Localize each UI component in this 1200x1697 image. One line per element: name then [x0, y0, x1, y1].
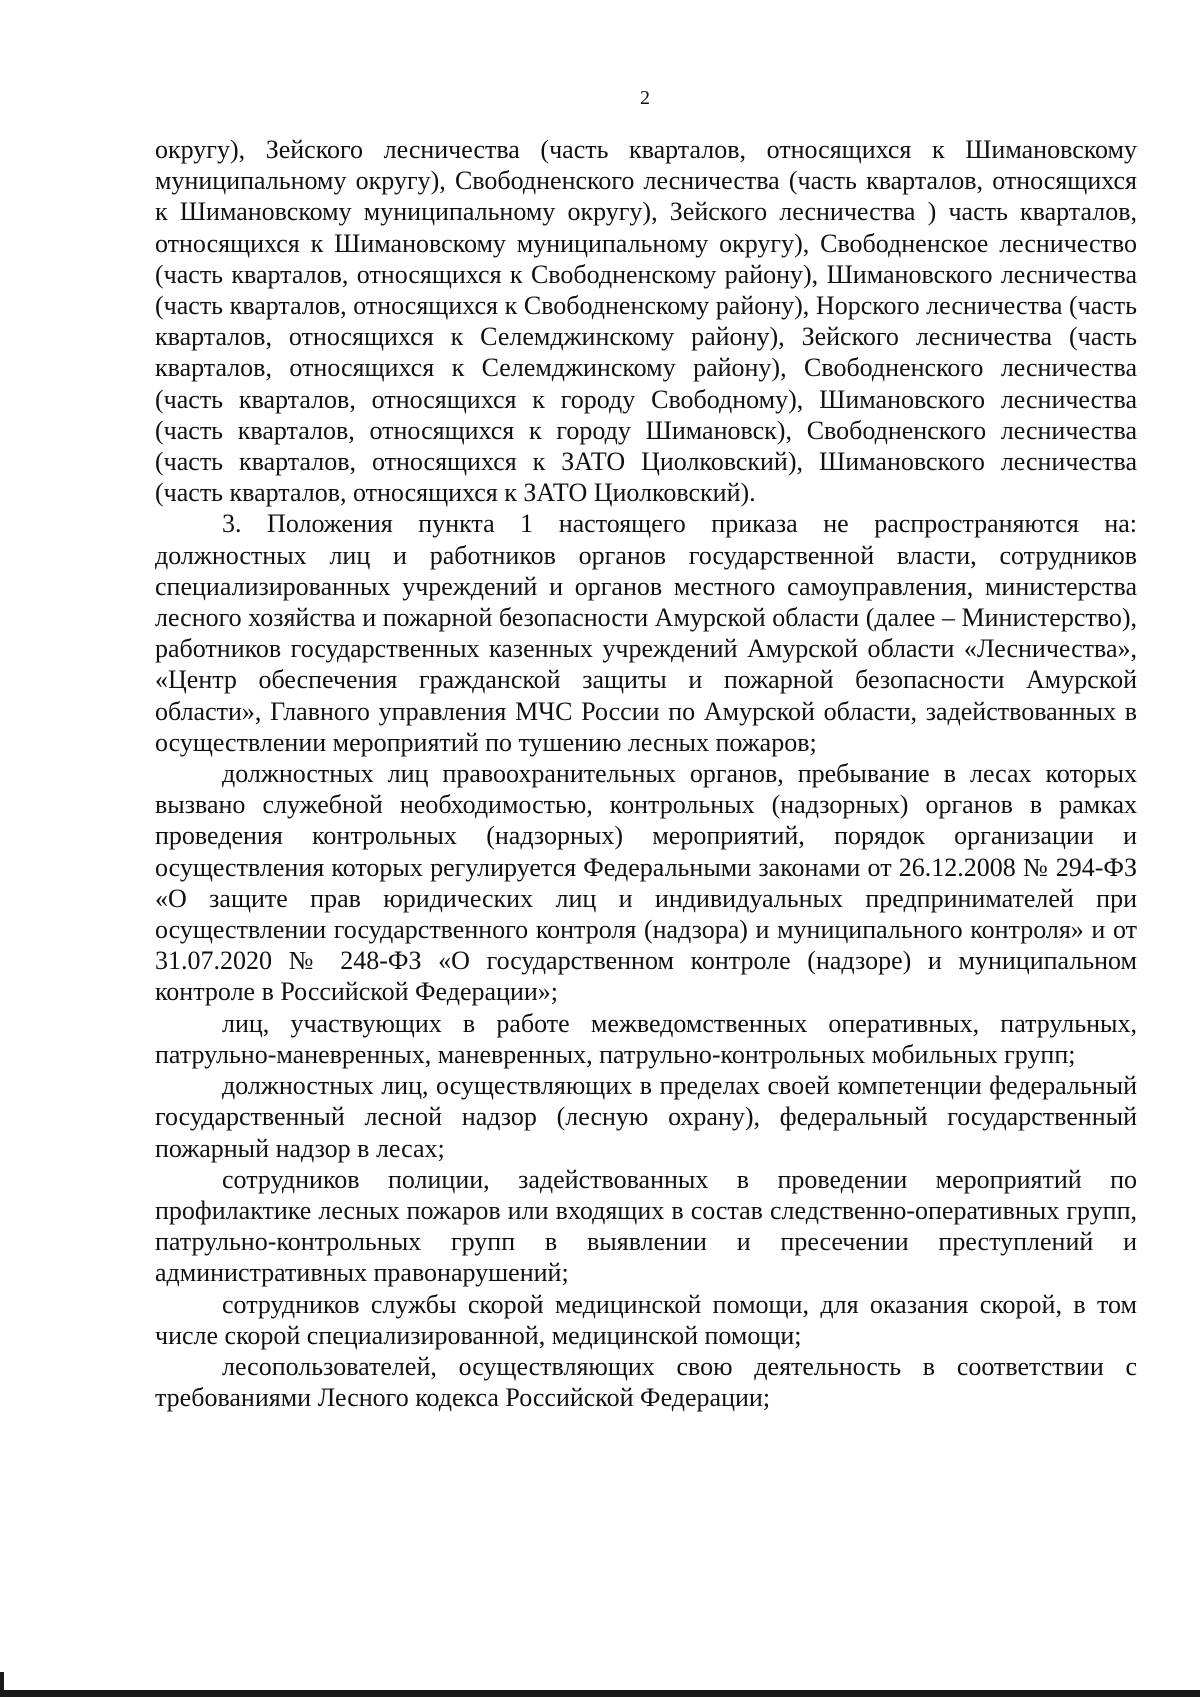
document-body: [155, 134, 1137, 1413]
paragraph: сотрудников службы скорой медицинской помощи, для оказания скорой, в том числе скорой специализированной, медицинской помощи;: [155, 1289, 1137, 1350]
paragraph: должностных лиц, осуществляющих в пределах своей компетенции федеральный государственный лесной надзор (лесную охрану), федеральный государственный пожарный надзор в лесах;: [155, 1071, 1137, 1163]
paragraph: округу), Зейского лесничества (часть кварталов, относящихся к Шимановскому муниципальному округу), Свободненского лесничества (часть кварталов, относящихся к Шимановскому муниципальному округу), Зейского лесничества ) часть кварталов, относящихся к Шимановскому муниципальному округу), Свободненское лесничество (часть кварталов, относящихся к Свободненскому району), Шимановского лесничества (часть кварталов, относящихся к Свободненскому району), Норского лесничества (часть кварталов, относящихся к Селемджинскому району), Зейского лесничества (часть кварталов, относящихся к Селемджинскому району), Свободненского лесничества (часть кварталов, относящихся к городу Свободному), Шимановского лесничества (часть кварталов, относящихся к городу Шимановск), Свободненского лесничества (часть кварталов, относящихся к ЗАТО Циолковский), Шимановского лесничества (часть кварталов, относящихся к ЗАТО Циолковский).: [155, 135, 1137, 508]
paragraph: 3. Положения пункта 1 настоящего приказа не распространяются на: должностных лиц и работников органов государственной власти, сотрудников специализированных учреждений и органов местного самоуправления, министерства лесного хозяйства и пожарной безопасности Амурской области (далее – Министерство), работников государственных казенных учреждений Амурской области «Лесничества», «Центр обеспечения гражданской защиты и пожарной безопасности Амурской области», Главного управления МЧС России по Амурской области, задействованных в осуществлении мероприятий по тушению лесных пожаров;: [155, 509, 1137, 757]
scan-bottom-border: [0, 1690, 1200, 1697]
page-number: 2: [640, 87, 650, 109]
paragraph: лесопользователей, осуществляющих свою деятельность в соответствии с требованиями Лесного кодекса Российской Федерации;: [155, 1351, 1137, 1413]
paragraph: сотрудников полиции, задействованных в проведении мероприятий по профилактике лесных пожаров или входящих в состав следственно-оперативных групп, патрульно-контрольных групп в выявлении и пресечении преступлений и административных правонарушений;: [155, 1164, 1137, 1288]
paragraph: лиц, участвующих в работе межведомственных оперативных, патрульных, патрульно-маневренных, маневренных, патрульно-контрольных мобильных групп;: [155, 1008, 1137, 1069]
paragraph: должностных лиц правоохранительных органов, пребывание в лесах которых вызвано служебной необходимостью, контрольных (надзорных) органов в рамках проведения контрольных (надзорных) мероприятий, порядок организации и осуществления которых регулируется Федеральными законами от 26.12.2008 № 294-ФЗ «О защите прав юридических лиц и индивидуальных предпринимателей при осуществлении государственного контроля (надзора) и муниципального контроля» и от 31.07.2020 № 248-ФЗ «О государственном контроле (надзоре) и муниципальном контроле в Российской Федерации»;: [155, 759, 1137, 1007]
